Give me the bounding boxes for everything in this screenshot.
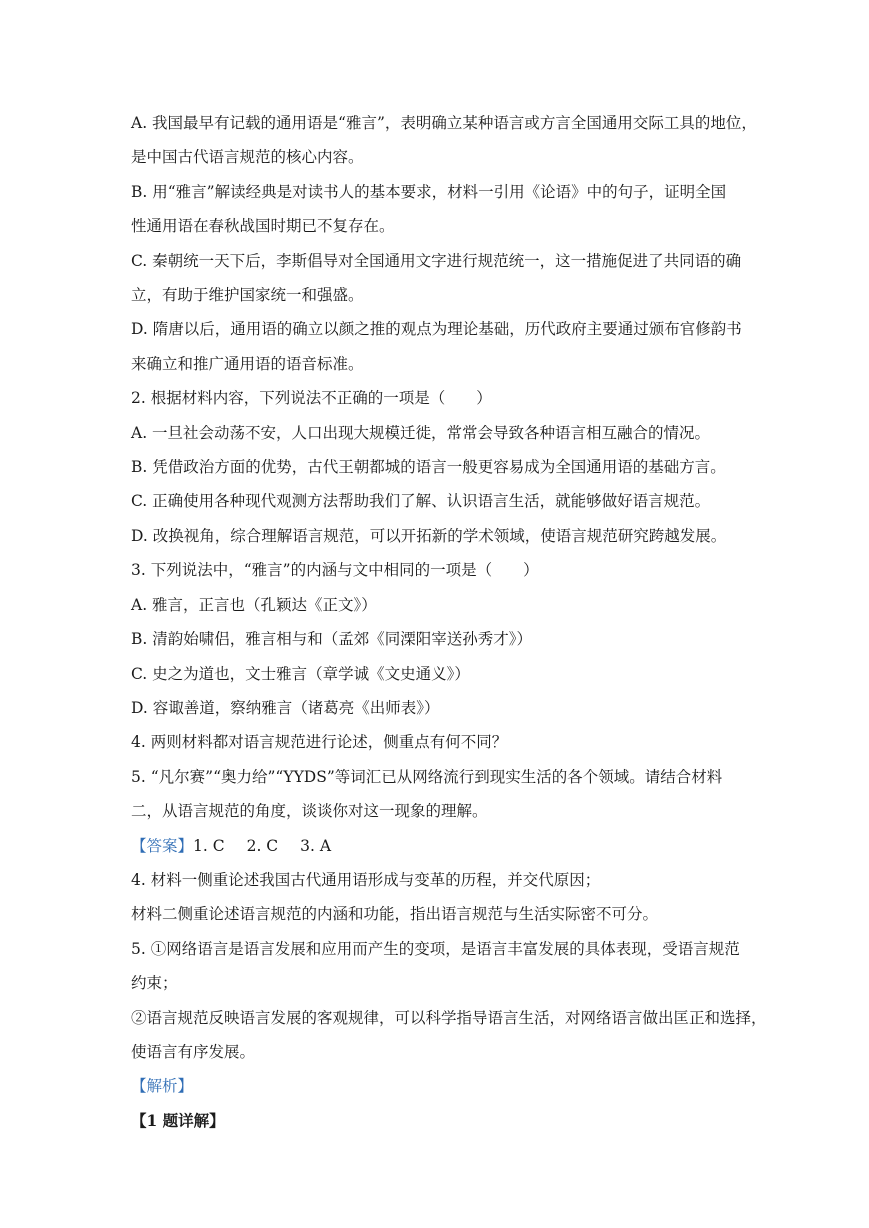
q1-option-a-line2: 是中国古代语言规范的核心内容。 [131, 148, 364, 167]
q3-stem: 3. 下列说法中，“雅言”的内涵与文中相同的一项是（ ） [131, 561, 539, 580]
q5-stem-line2: 二，从语言规范的角度，谈谈你对这一现象的理解。 [131, 802, 488, 821]
q1-option-b-line1: B. 用“雅言”解读经典是对读书人的基本要求，材料一引用《论语》中的句子，证明全国 [131, 182, 727, 201]
answer-5-point1-line1: 5. ①网络语言是语言发展和应用而产生的变项，是语言丰富发展的具体表现，受语言规范 [131, 939, 740, 958]
answer-label: 【答案】 [131, 836, 194, 855]
q1-option-d [131, 312, 742, 381]
q2-option-c: C. 正确使用各种现代观测方法帮助我们了解、认识语言生活，就能够做好语言规范。 [131, 492, 711, 511]
q3-option-d: D. 容诹善道，察纳雅言（诸葛亮《出师表》） [131, 698, 440, 717]
q2-option-a: A. 一旦社会动荡不安，人口出现大规模迁徙，常常会导致各种语言相互融合的情况。 [131, 423, 711, 442]
q2-stem: 2. 根据材料内容，下列说法不正确的一项是（ ） [131, 389, 492, 408]
q1-option-b-line2: 性通用语在春秋战国时期已不复存在。 [131, 217, 395, 236]
q1-option-d-line2: 来确立和推广通用语的语音标准。 [131, 354, 364, 373]
answer-5-point1-line2: 约束； [131, 974, 178, 993]
answer-line [131, 829, 742, 863]
q1-option-b [131, 175, 742, 244]
answer-4-line2: 材料二侧重论述语言规范的内涵和功能，指出语言规范与生活实际密不可分。 [131, 905, 659, 924]
q1-option-d-line1: D. 隋唐以后，通用语的确立以颜之推的观点为理论基础，历代政府主要通过颁布官修韵书 [131, 320, 742, 339]
answer-5-point2-line1: ②语言规范反映语言发展的客观规律，可以科学指导语言生活，对网络语言做出匡正和选择， [131, 1008, 767, 1027]
answer-3: 3. A [300, 836, 332, 855]
analysis-subheading-1: 【1 题详解】 [131, 1110, 225, 1130]
q1-option-c [131, 244, 742, 313]
answer-5-point2-line2: 使语言有序发展。 [131, 1042, 256, 1061]
question-content [131, 106, 767, 1138]
q1-option-a-line1: A. 我国最早有记载的通用语是“雅言”，表明确立某种语言或方言全国通用交际工具的地位， [131, 114, 757, 132]
analysis-label: 【解析】 [131, 1077, 194, 1096]
q3-option-a: A. 雅言，正言也（孔颖达《正文》） [131, 595, 377, 614]
q3-option-c: C. 史之为道也，文士雅言（章学诚《文史通义》） [131, 664, 470, 683]
answer-1: 1. C [193, 836, 225, 855]
q3-option-b: B. 清韵始啸侣，雅言相与和（孟郊《同溧阳宰送孙秀才》） [131, 630, 532, 649]
q5-stem [131, 760, 742, 829]
q1-option-a [131, 106, 757, 175]
answer-2: 2. C [246, 836, 279, 855]
q1-option-c-line2: 立，有助于维护国家统一和强盛。 [131, 286, 364, 305]
q1-option-c-line1: C. 秦朝统一天下后，李斯倡导对全国通用文字进行规范统一，这一措施促进了共同语的确 [131, 251, 742, 270]
q2-option-d: D. 改换视角，综合理解语言规范，可以开拓新的学术领域，使语言规范研究跨越发展。 [131, 526, 727, 545]
q2-option-b: B. 凭借政治方面的优势，古代王朝都城的语言一般更容易成为全国通用语的基础方言。 [131, 458, 726, 477]
q4-stem: 4. 两则材料都对语言规范进行论述，侧重点有何不同？ [131, 733, 508, 752]
answer-4-line1: 4. 材料一侧重论述我国古代通用语形成与变革的历程，并交代原因； [131, 870, 601, 889]
q5-stem-line1: 5. “凡尔赛”“奥力给”“YYDS”等词汇已从网络流行到现实生活的各个领域。请结合材料 [131, 767, 723, 786]
